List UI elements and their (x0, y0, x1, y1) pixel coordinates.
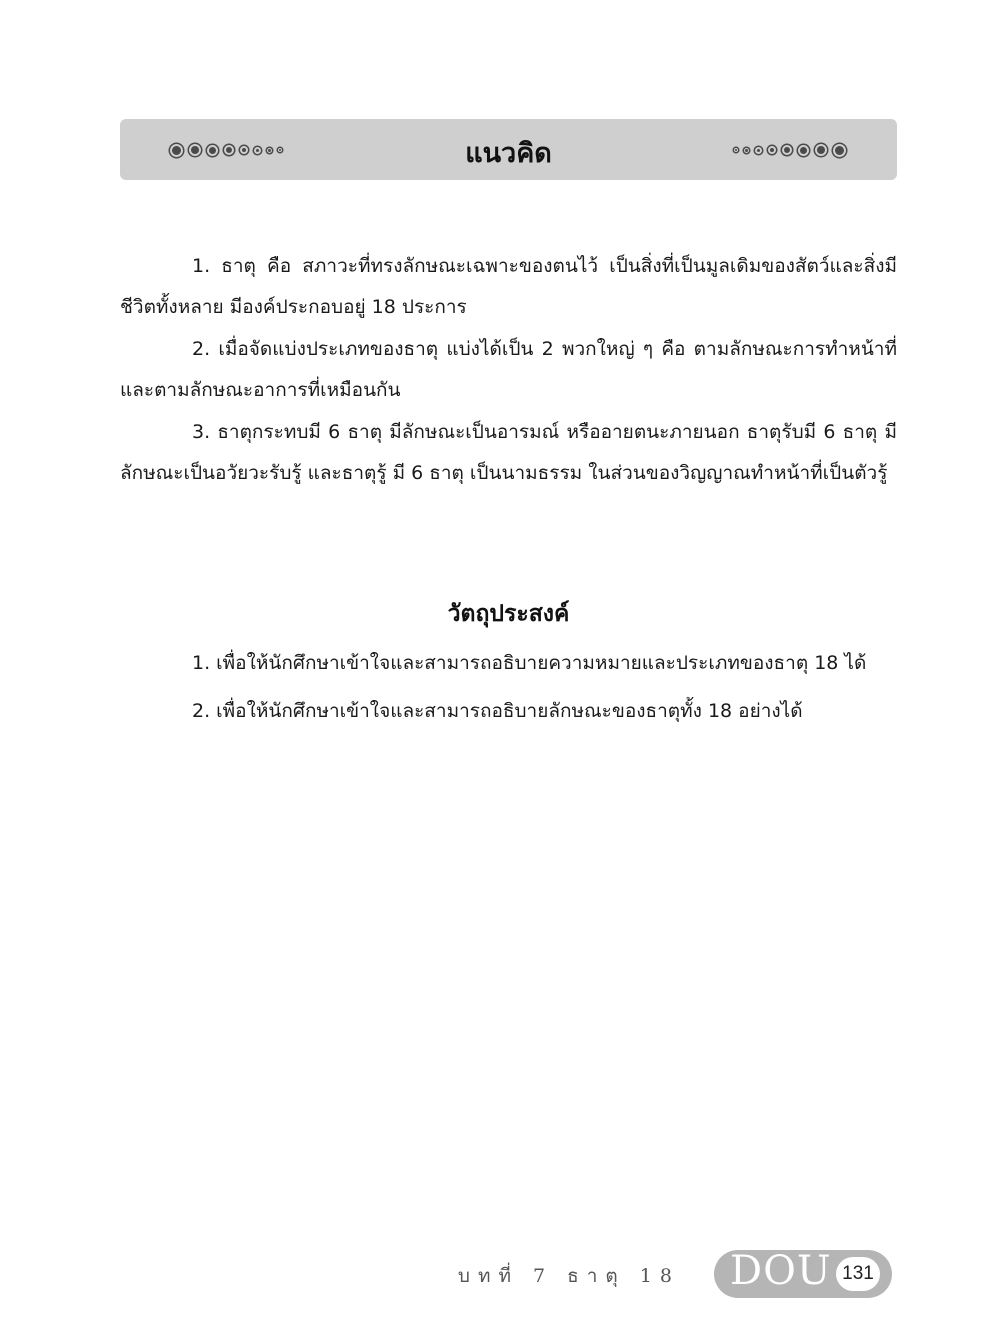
concept-paragraph-1: 1. ธาตุ คือ สภาวะที่ทรงลักษณะเฉพาะของตนไว้ เป็นสิ่งที่เป็นมูลเดิมของสัตว์และสิ่งมีชีวิตทั้งหลาย มีองค์ประกอบอยู่ 18 ประการ (120, 255, 897, 318)
dot-icon (833, 144, 846, 157)
dou-badge (714, 1250, 892, 1298)
concepts-section (120, 246, 897, 494)
dot-icon (755, 147, 762, 154)
objectives-list (192, 643, 897, 739)
dot-icon (744, 148, 749, 153)
dot-icon (798, 145, 809, 156)
dot-icon (734, 148, 738, 152)
concept-paragraph-3: 3. ธาตุกระทบมี 6 ธาตุ มีลักษณะเป็นอารมณ์ หรืออายตนะภายนอก ธาตุรับมี 6 ธาตุ มีลักษณะเป็นอวัยวะรับรู้ และธาตุรู้ มี 6 ธาตุ เป็นนามธรรม ในส่วนของวิญญาณทำหน้าที่เป็นตัวรู้ (120, 421, 897, 484)
dot-icon (782, 145, 792, 155)
header-bar (120, 119, 897, 180)
dou-logo: DOU (730, 1248, 832, 1294)
header-title: แนวคิด (465, 138, 552, 169)
objectives-title: วัตถุประสงค์ (447, 601, 570, 627)
objective-item-2: 2. เพื่อให้นักศึกษาเข้าใจและสามารถอธิบายลักษณะของธาตุทั้ง 18 อย่างได้ (192, 700, 803, 722)
page-number: 131 (836, 1257, 880, 1291)
concept-paragraph-2: 2. เมื่อจัดแบ่งประเภทของธาตุ แบ่งได้เป็น 2 พวกใหญ่ ๆ คือ ตามลักษณะการทำหน้าที่และตามลักษณะอาการที่เหมือนกัน (120, 338, 897, 401)
dot-icon (768, 146, 776, 154)
footer-chapter-label: บทที่ 7 ธาตุ 18 (457, 1265, 680, 1287)
objective-item-1: 1. เพื่อให้นักศึกษาเข้าใจและสามารถอธิบายความหมายและประเภทของธาตุ 18 ได้ (192, 652, 867, 674)
dot-icon (815, 144, 827, 156)
decorative-dots-right (731, 138, 849, 162)
